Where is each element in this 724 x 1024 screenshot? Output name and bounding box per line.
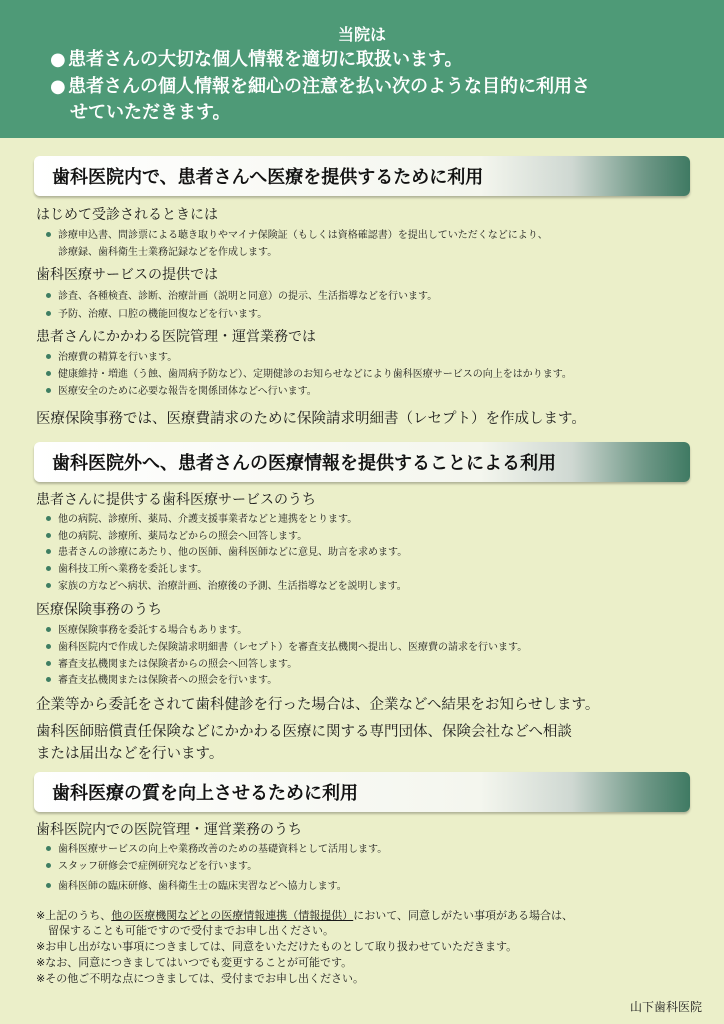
list-item: 歯科医療サービスの向上や業務改善のための基礎資料として活用します。 xyxy=(46,840,387,855)
section1-title: 歯科医院内で、患者さんへ医療を提供するために利用 xyxy=(52,167,484,188)
header-bullet-2 xyxy=(50,75,590,99)
list-item: 歯科技工所へ業務を委託します。 xyxy=(46,560,207,575)
header-bullet-1 xyxy=(50,48,463,72)
list-item: 歯科医師の臨床研修、歯科衛生士の臨床実習などへ協力します。 xyxy=(46,877,347,892)
list-item: 健康維持・増進（う蝕、歯周病予防など）、定期健診のお知らせなどにより歯科医療サービスの向上をはかります。 xyxy=(46,365,572,380)
section1-sub1: はじめて受診されるときには xyxy=(36,207,218,223)
list-item: スタッフ研修会で症例研究などを行います。 xyxy=(46,857,257,872)
list-item: 予防、治療、口腔の機能回復などを行います。 xyxy=(46,305,267,320)
section2-statement-2: 歯科医師賠償責任保険などにかかわる医療に関する専門団体、保険会社などへ相談 xyxy=(36,724,572,740)
clinic-signature: 山下歯科医院 xyxy=(629,1000,702,1014)
header-bullet-2-cont: せていただきます。 xyxy=(70,102,231,123)
section3-title: 歯科医療の質を向上させるために利用 xyxy=(52,783,358,804)
section3-sub1: 歯科医院内での医院管理・運営業務のうち xyxy=(36,822,302,838)
section2-title-band xyxy=(34,442,690,482)
header-bullet-2-text: 患者さんの個人情報を細心の注意を払い次のような目的に利用さ xyxy=(68,76,590,97)
list-item: 治療費の精算を行います。 xyxy=(46,348,177,363)
note-1-cont: 留保することも可能ですので受付までお申し出ください。 xyxy=(48,924,334,937)
section2-sub2: 医療保険事務のうち xyxy=(36,602,162,618)
list-item: 診療申込書、問診票による聴き取りやマイナ保険証（もしくは資格確認書）を提出していただくなどにより、 xyxy=(46,226,548,241)
section2-statement-1: 企業等から委託をされて歯科健診を行った場合は、企業などへ結果をお知らせします。 xyxy=(36,697,600,713)
section2-sub1: 患者さんに提供する歯科医療サービスのうち xyxy=(36,492,316,508)
list-item: 他の病院、診療所、薬局などからの照会へ回答します。 xyxy=(46,527,307,542)
bullet-mark: ● xyxy=(50,76,66,97)
section1-sub2: 歯科医療サービスの提供では xyxy=(36,267,218,283)
bullet-mark: ● xyxy=(50,49,66,70)
section1-sub3: 患者さんにかかわる医院管理・運営業務では xyxy=(36,329,316,345)
list-item: 審査支払機関または保険者への照会を行います。 xyxy=(46,671,277,686)
section1-title-band xyxy=(34,156,690,196)
header-intro: 当院は xyxy=(337,25,386,44)
header-banner xyxy=(0,0,724,138)
note-1-underline: 他の医療機関などとの医療情報連携（情報提供） xyxy=(111,909,354,922)
note-2: ※お申し出がない事項につきましては、同意をいただけたものとして取り扱わせていただきます。 xyxy=(36,940,518,953)
section2-title: 歯科医院外へ、患者さんの医療情報を提供することによる利用 xyxy=(52,453,556,474)
list-item: 家族の方などへ病状、治療計画、治療後の予測、生活指導などを説明します。 xyxy=(46,577,407,592)
note-3: ※なお、同意につきましてはいつでも変更することが可能です。 xyxy=(36,956,353,969)
list-item: 医療保険事務を委託する場合もあります。 xyxy=(46,621,247,636)
list-item: 診査、各種検査、診断、治療計画（説明と同意）の提示、生活指導などを行います。 xyxy=(46,287,437,302)
list-item: 他の病院、診療所、薬局、介護支援事業者などと連携をとります。 xyxy=(46,510,357,525)
section3-title-band xyxy=(34,772,690,812)
section1-statement: 医療保険事務では、医療費請求のために保険請求明細書（レセプト）を作成します。 xyxy=(36,411,586,427)
list-item: 審査支払機関または保険者からの照会へ回答します。 xyxy=(46,655,297,670)
note-4: ※その他ご不明な点につきましては、受付までお申し出ください。 xyxy=(36,972,364,985)
list-item: 歯科医院内で作成した保険請求明細書（レセプト）を審査支払機関へ提出し、医療費の請求を行います。 xyxy=(46,638,527,653)
list-item-cont: 診療録、歯科衛生士業務記録などを作成します。 xyxy=(58,247,278,258)
list-item: 医療安全のために必要な報告を関係団体などへ行います。 xyxy=(46,382,317,397)
section2-statement-2-cont: または届出などを行います。 xyxy=(36,746,224,762)
header-bullet-1-text: 患者さんの大切な個人情報を適切に取扱います。 xyxy=(68,49,463,70)
list-item: 患者さんの診療にあたり、他の医師、歯科医師などに意見、助言を求めます。 xyxy=(46,543,407,558)
note-1: ※上記のうち、他の医療機関などとの医療情報連携（情報提供）において、同意しがたい事項がある場合は、 xyxy=(36,909,573,922)
